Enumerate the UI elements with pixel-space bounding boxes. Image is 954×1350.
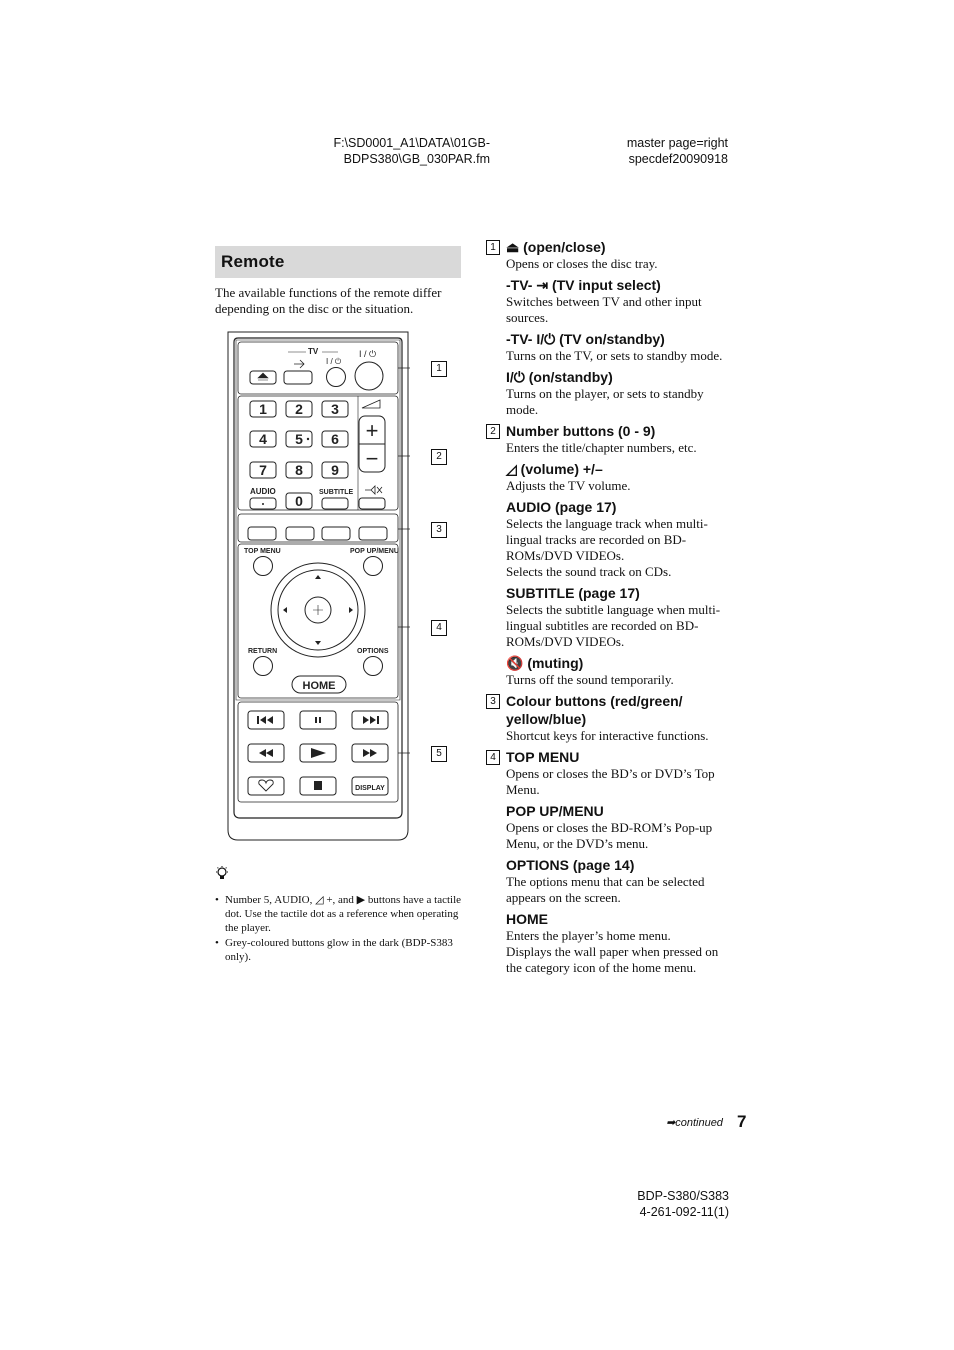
rewind-icon bbox=[259, 749, 273, 757]
green-button[interactable] bbox=[286, 527, 314, 540]
tactile-dot bbox=[262, 503, 264, 505]
digit-9-label: 9 bbox=[331, 462, 339, 478]
popup-menu-button[interactable] bbox=[364, 557, 383, 576]
description-item bbox=[486, 910, 736, 976]
description-text: Turns on the player, or sets to standby mode. bbox=[506, 386, 704, 417]
play-icon bbox=[311, 748, 326, 758]
intro-paragraph: The available functions of the remote differ depending on the disc or the situation. bbox=[215, 285, 442, 316]
group-number-box: 1 bbox=[486, 240, 500, 255]
description-text: Enters the title/chapter numbers, etc. bbox=[506, 440, 697, 455]
next-icon bbox=[363, 716, 379, 724]
subtitle-label: SUBTITLE bbox=[319, 489, 354, 496]
description-item bbox=[486, 276, 736, 326]
description-text: Selects the language track when multi-lingual tracks are recorded on BD-ROMs/DVD VIDEOs. Selects the sound track on CDs. bbox=[506, 516, 708, 579]
input-select-icon bbox=[294, 360, 304, 368]
description-item bbox=[486, 654, 736, 688]
group-number-box: 3 bbox=[486, 694, 500, 709]
group-number-box: 2 bbox=[486, 424, 500, 439]
mute-button[interactable] bbox=[359, 498, 385, 509]
popup-menu-label: POP UP/MENU bbox=[350, 548, 399, 555]
description-title: HOME bbox=[506, 911, 548, 927]
description-item bbox=[486, 856, 736, 906]
description-title: ◿ (volume) +/– bbox=[506, 461, 603, 477]
description-title: Colour buttons (red/green/ yellow/blue) bbox=[506, 693, 683, 727]
audio-label: AUDIO bbox=[250, 487, 276, 496]
callout-5: 5 bbox=[431, 746, 447, 762]
volume-icon bbox=[362, 400, 380, 408]
description-title: Number buttons (0 - 9) bbox=[506, 423, 656, 439]
continued-label: continued bbox=[675, 1117, 723, 1129]
file-path-header bbox=[330, 135, 490, 167]
top-menu-button[interactable] bbox=[254, 557, 273, 576]
description-text: Turns off the sound temporarily. bbox=[506, 672, 674, 687]
description-title: SUBTITLE (page 17) bbox=[506, 585, 640, 601]
callout-2: 2 bbox=[431, 449, 447, 465]
section-title: Remote bbox=[221, 252, 285, 271]
tip-item: • Number 5, AUDIO, ◿ +, and ▶ buttons have a tactile dot. Use the tactile dot as a reference when operating the player. bbox=[215, 893, 465, 935]
file-path-line1: F:\SD0001_A1\DATA\01GB- bbox=[333, 136, 490, 150]
description-text: Turns on the TV, or sets to standby mode. bbox=[506, 348, 723, 363]
top-menu-label: TOP MENU bbox=[244, 548, 281, 555]
description-item bbox=[486, 330, 736, 364]
description-title: AUDIO (page 17) bbox=[506, 499, 617, 515]
lightbulb-icon bbox=[215, 866, 229, 882]
group-number-box: 4 bbox=[486, 750, 500, 765]
description-item bbox=[486, 692, 736, 744]
tip-box bbox=[215, 866, 465, 965]
description-text: Enters the player’s home menu. Displays the wall paper when pressed on the category icon of the home menu. bbox=[506, 928, 719, 975]
digit-8-label: 8 bbox=[295, 462, 303, 478]
options-label: OPTIONS bbox=[357, 648, 389, 655]
previous-icon bbox=[257, 716, 273, 724]
fast-forward-icon bbox=[363, 749, 377, 757]
description-item bbox=[486, 422, 736, 456]
volume-down-label: − bbox=[365, 446, 379, 471]
options-button[interactable] bbox=[364, 657, 383, 676]
favourites-button[interactable] bbox=[248, 777, 284, 795]
section-heading-bar bbox=[215, 246, 461, 278]
subtitle-button[interactable] bbox=[322, 498, 348, 509]
digit-5-label: 5 bbox=[295, 431, 303, 447]
pause-button[interactable] bbox=[300, 711, 336, 729]
callout-3: 3 bbox=[431, 522, 447, 538]
mute-icon bbox=[365, 486, 382, 494]
description-text: Opens or closes the BD’s or DVD’s Top Menu. bbox=[506, 766, 715, 797]
digit-1-label: 1 bbox=[259, 401, 267, 417]
arrow-right-icon: ➡ bbox=[666, 1117, 676, 1129]
eject-icon bbox=[258, 373, 268, 380]
part-code: 4-261-092-11(1) bbox=[639, 1205, 729, 1219]
button-descriptions bbox=[486, 238, 736, 976]
blue-button[interactable] bbox=[359, 527, 387, 540]
description-text: Opens or closes the disc tray. bbox=[506, 256, 658, 271]
description-text: Opens or closes the BD-ROM’s Pop-up Menu, or the DVD’s menu. bbox=[506, 820, 713, 851]
heart-icon bbox=[259, 780, 273, 791]
digit-0-label: 0 bbox=[295, 493, 303, 509]
volume-up-label: + bbox=[365, 418, 379, 443]
model-number: BDP-S380/S383 bbox=[637, 1189, 729, 1203]
callout-1: 1 bbox=[431, 361, 447, 377]
description-title: -TV- I/⏻ (TV on/standby) bbox=[506, 331, 665, 347]
tv-label: TV bbox=[308, 347, 319, 356]
description-item bbox=[486, 238, 736, 272]
footer bbox=[600, 1188, 729, 1220]
description-item bbox=[486, 368, 736, 418]
tip-list bbox=[215, 893, 465, 964]
pause-icon bbox=[315, 717, 321, 723]
red-button[interactable] bbox=[248, 527, 276, 540]
return-button[interactable] bbox=[254, 657, 273, 676]
description-text: Adjusts the TV volume. bbox=[506, 478, 631, 493]
digit-2-label: 2 bbox=[295, 401, 303, 417]
digit-4-label: 4 bbox=[259, 431, 267, 447]
home-label: HOME bbox=[302, 680, 336, 692]
description-text: The options menu that can be selected appears on the screen. bbox=[506, 874, 705, 905]
description-item bbox=[486, 498, 736, 580]
tv-power-button[interactable] bbox=[327, 368, 346, 387]
enter-icon bbox=[313, 605, 323, 615]
description-text: Switches between TV and other input sources. bbox=[506, 294, 702, 325]
master-page-line1: master page=right bbox=[626, 136, 728, 150]
description-text: Selects the subtitle language when multi-lingual subtitles are recorded on BD-ROMs/DVD VIDEOs. bbox=[506, 602, 721, 649]
tv-input-button[interactable] bbox=[284, 371, 312, 384]
tip-item: • Grey-coloured buttons glow in the dark (BDP-S383 only). bbox=[215, 936, 465, 964]
description-item bbox=[486, 460, 736, 494]
description-item bbox=[486, 802, 736, 852]
digit-6-label: 6 bbox=[331, 431, 339, 447]
page-number: 7 bbox=[737, 1112, 747, 1131]
description-item bbox=[486, 584, 736, 650]
return-label: RETURN bbox=[248, 648, 278, 655]
description-title: I/⏻ (on/standby) bbox=[506, 369, 613, 385]
display-label: DISPLAY bbox=[355, 785, 385, 792]
description-text: Shortcut keys for interactive functions. bbox=[506, 728, 709, 743]
file-path-line2: BDPS380\GB_030PAR.fm bbox=[343, 152, 490, 166]
remote-illustration bbox=[226, 330, 410, 842]
master-page-header bbox=[600, 135, 728, 167]
description-title: ⏏ (open/close) bbox=[506, 239, 606, 255]
remote-body bbox=[228, 332, 408, 840]
power-label: I / ⏻ bbox=[359, 349, 377, 359]
continued-marker bbox=[666, 1116, 723, 1129]
master-page-line2: specdef20090918 bbox=[628, 152, 728, 166]
power-button[interactable] bbox=[355, 362, 383, 390]
description-title: TOP MENU bbox=[506, 749, 580, 765]
callout-4: 4 bbox=[431, 620, 447, 636]
description-title: -TV- ⇥ (TV input select) bbox=[506, 277, 661, 293]
tactile-dot bbox=[307, 438, 309, 440]
tv-power-label: I / ⏻ bbox=[326, 357, 342, 366]
digit-7-label: 7 bbox=[259, 462, 267, 478]
description-item bbox=[486, 748, 736, 798]
stop-icon bbox=[314, 781, 322, 790]
description-title: 🔇 (muting) bbox=[506, 655, 584, 671]
description-title: POP UP/MENU bbox=[506, 803, 604, 819]
yellow-button[interactable] bbox=[322, 527, 350, 540]
digit-3-label: 3 bbox=[331, 401, 339, 417]
description-title: OPTIONS (page 14) bbox=[506, 857, 635, 873]
